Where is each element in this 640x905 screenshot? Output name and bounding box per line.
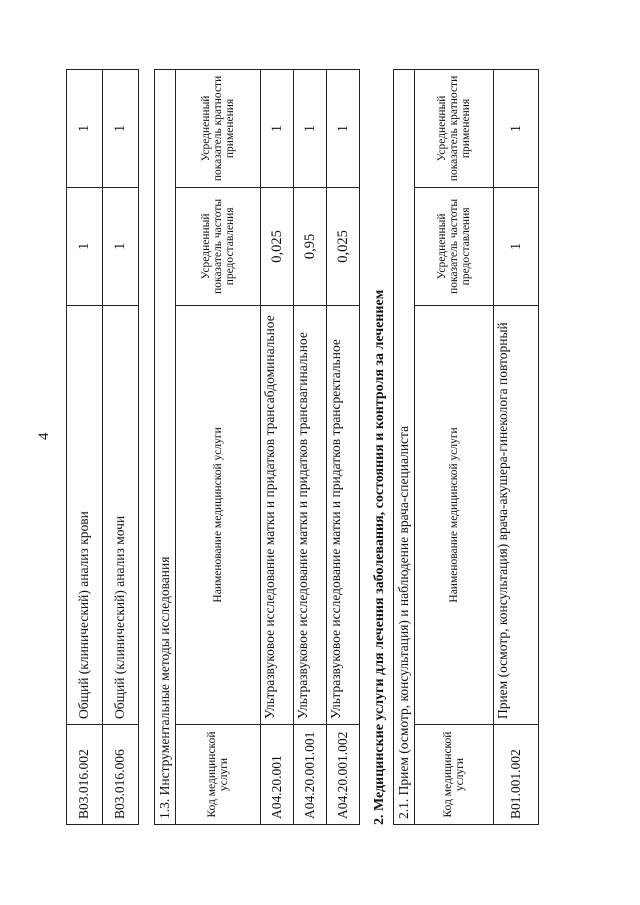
service-name: Прием (осмотр, консультация) врача-акушера-гинеколога повторный [494,305,539,724]
service-name: Ультразвуковое исследование матки и придатков трансабдоминальное [261,305,294,724]
table-caption: 2.1. Прием (осмотр, консультация) и наблюдение врача-специалиста [394,70,415,825]
column-header-frequency: Усредненный показатель частоты предоставления [415,187,494,305]
multiplicity-value: 1 [67,70,103,188]
page-number: 4 [36,432,52,440]
section-heading: 2. Медицинские услуги для лечения заболевания, состояния и контроля за лечением [372,289,387,825]
service-name: Общий (клинический) анализ крови [67,305,103,724]
table-row [327,70,360,825]
column-header-code: Код медицинской услуги [415,725,494,825]
column-header-name: Наименование медицинской услуги [415,305,494,724]
specialist-visit-table [393,69,539,825]
service-name: Общий (клинический) анализ мочи [103,305,139,724]
service-code: B03.016.006 [103,725,139,825]
table-row [67,70,103,825]
frequency-value: 0,95 [294,187,327,305]
table-caption: 1.3. Инструментальные методы исследования [155,70,176,825]
service-code: A04.20.001.001 [294,725,327,825]
frequency-value: 0,025 [261,187,294,305]
column-header-name: Наименование медицинской услуги [176,305,261,724]
multiplicity-value: 1 [327,70,360,188]
table-header-row [415,70,494,825]
service-code: B03.016.002 [67,725,103,825]
frequency-value: 1 [67,187,103,305]
column-header-multiplicity: Усредненный показатель кратности применения [176,70,261,188]
service-code: A04.20.001.002 [327,725,360,825]
table-row [103,70,139,825]
lab-tests-table [66,69,139,825]
frequency-value: 0,025 [327,187,360,305]
frequency-value: 1 [494,187,539,305]
frequency-value: 1 [103,187,139,305]
column-header-multiplicity: Усредненный показатель кратности применения [415,70,494,188]
column-header-frequency: Усредненный показатель частоты предоставления [176,187,261,305]
multiplicity-value: 1 [103,70,139,188]
service-code: B01.001.002 [494,725,539,825]
multiplicity-value: 1 [294,70,327,188]
service-name: Ультразвуковое исследование матки и придатков трансректальное [327,305,360,724]
table-header-row [176,70,261,825]
table-row [294,70,327,825]
multiplicity-value: 1 [494,70,539,188]
service-code: A04.20.001 [261,725,294,825]
service-name: Ультразвуковое исследование матки и придатков трансвагинальное [294,305,327,724]
column-header-code: Код медицинской услуги [176,725,261,825]
table-row [261,70,294,825]
table-row [494,70,539,825]
multiplicity-value: 1 [261,70,294,188]
instrumental-methods-table [154,69,360,825]
table-caption-row [155,70,176,825]
table-caption-row [394,70,415,825]
